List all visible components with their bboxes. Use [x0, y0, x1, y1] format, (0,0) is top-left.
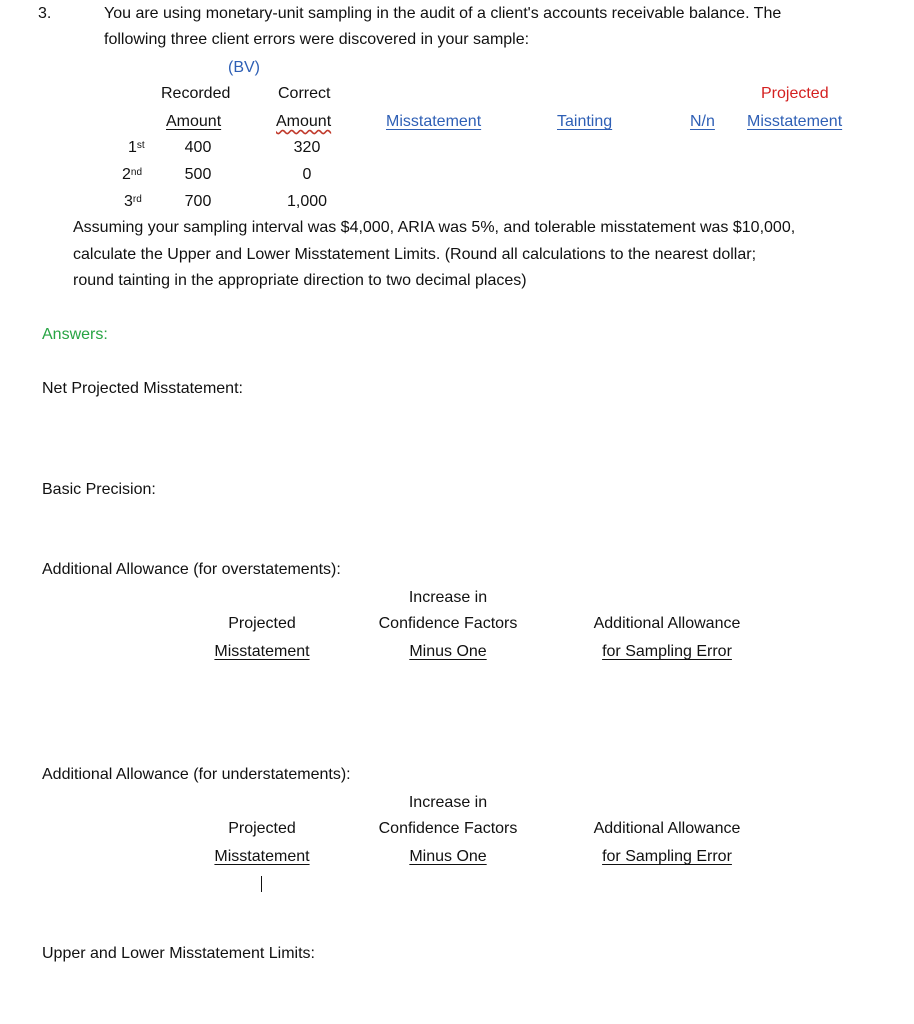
under-col3-top: Additional Allowance — [593, 820, 741, 837]
row-2-correct: 0 — [302, 166, 312, 183]
under-col2-bottom: Minus One — [409, 848, 487, 865]
row-1-ordinal: 1st — [128, 139, 145, 156]
under-col1-top: Projected — [228, 820, 296, 837]
instructions-line-2: calculate the Upper and Lower Misstatement Limits. (Round all calculations to the nearest dollar; — [73, 246, 757, 263]
under-col2-top: Increase in — [408, 794, 488, 811]
answers-label: Answers: — [42, 326, 108, 343]
header-recorded-top: Recorded — [161, 85, 231, 102]
over-col1-bottom: Misstatement — [214, 643, 310, 660]
over-col2-bottom: Minus One — [409, 643, 487, 660]
header-nn: N/n — [690, 113, 715, 130]
basic-precision-label: Basic Precision: — [42, 481, 156, 498]
instructions-line-3: round tainting in the appropriate direction to two decimal places) — [73, 272, 527, 289]
header-tainting: Tainting — [557, 113, 613, 130]
over-col2-mid: Confidence Factors — [378, 615, 518, 632]
instructions-line-1: Assuming your sampling interval was $4,000, ARIA was 5%, and tolerable misstatement was $10,000, — [73, 219, 796, 236]
understatements-title: Additional Allowance (for understatements): — [42, 766, 351, 783]
under-col3-bottom: for Sampling Error — [602, 848, 732, 865]
row-2-ordinal: 2nd — [122, 166, 143, 183]
over-col1-top: Projected — [228, 615, 296, 632]
question-text-line-2: following three client errors were discovered in your sample: — [104, 31, 530, 48]
header-projected-top: Projected — [761, 85, 829, 102]
question-text-line-1: You are using monetary-unit sampling in the audit of a client's accounts receivable balance. The — [104, 5, 782, 22]
bv-label: (BV) — [228, 59, 260, 76]
limits-label: Upper and Lower Misstatement Limits: — [42, 945, 315, 962]
over-col3-bottom: for Sampling Error — [602, 643, 732, 660]
over-col2-top: Increase in — [408, 589, 488, 606]
overstatements-title: Additional Allowance (for overstatements): — [42, 561, 341, 578]
text-cursor — [261, 876, 262, 892]
under-col2-mid: Confidence Factors — [378, 820, 518, 837]
header-misstatement: Misstatement — [386, 113, 482, 130]
header-projected-bottom: Misstatement — [747, 113, 843, 130]
header-correct-top: Correct — [278, 85, 331, 102]
header-recorded-bottom: Amount — [166, 113, 222, 130]
row-1-recorded: 400 — [184, 139, 212, 156]
over-col3-top: Additional Allowance — [593, 615, 741, 632]
net-projected-label: Net Projected Misstatement: — [42, 380, 243, 397]
row-3-recorded: 700 — [184, 193, 212, 210]
row-2-recorded: 500 — [184, 166, 212, 183]
question-number: 3. — [38, 5, 52, 22]
header-correct-bottom: Amount — [276, 113, 332, 130]
row-1-correct: 320 — [293, 139, 321, 156]
row-3-correct: 1,000 — [286, 193, 328, 210]
row-3-ordinal: 3rd — [124, 193, 142, 210]
under-col1-bottom: Misstatement — [214, 848, 310, 865]
